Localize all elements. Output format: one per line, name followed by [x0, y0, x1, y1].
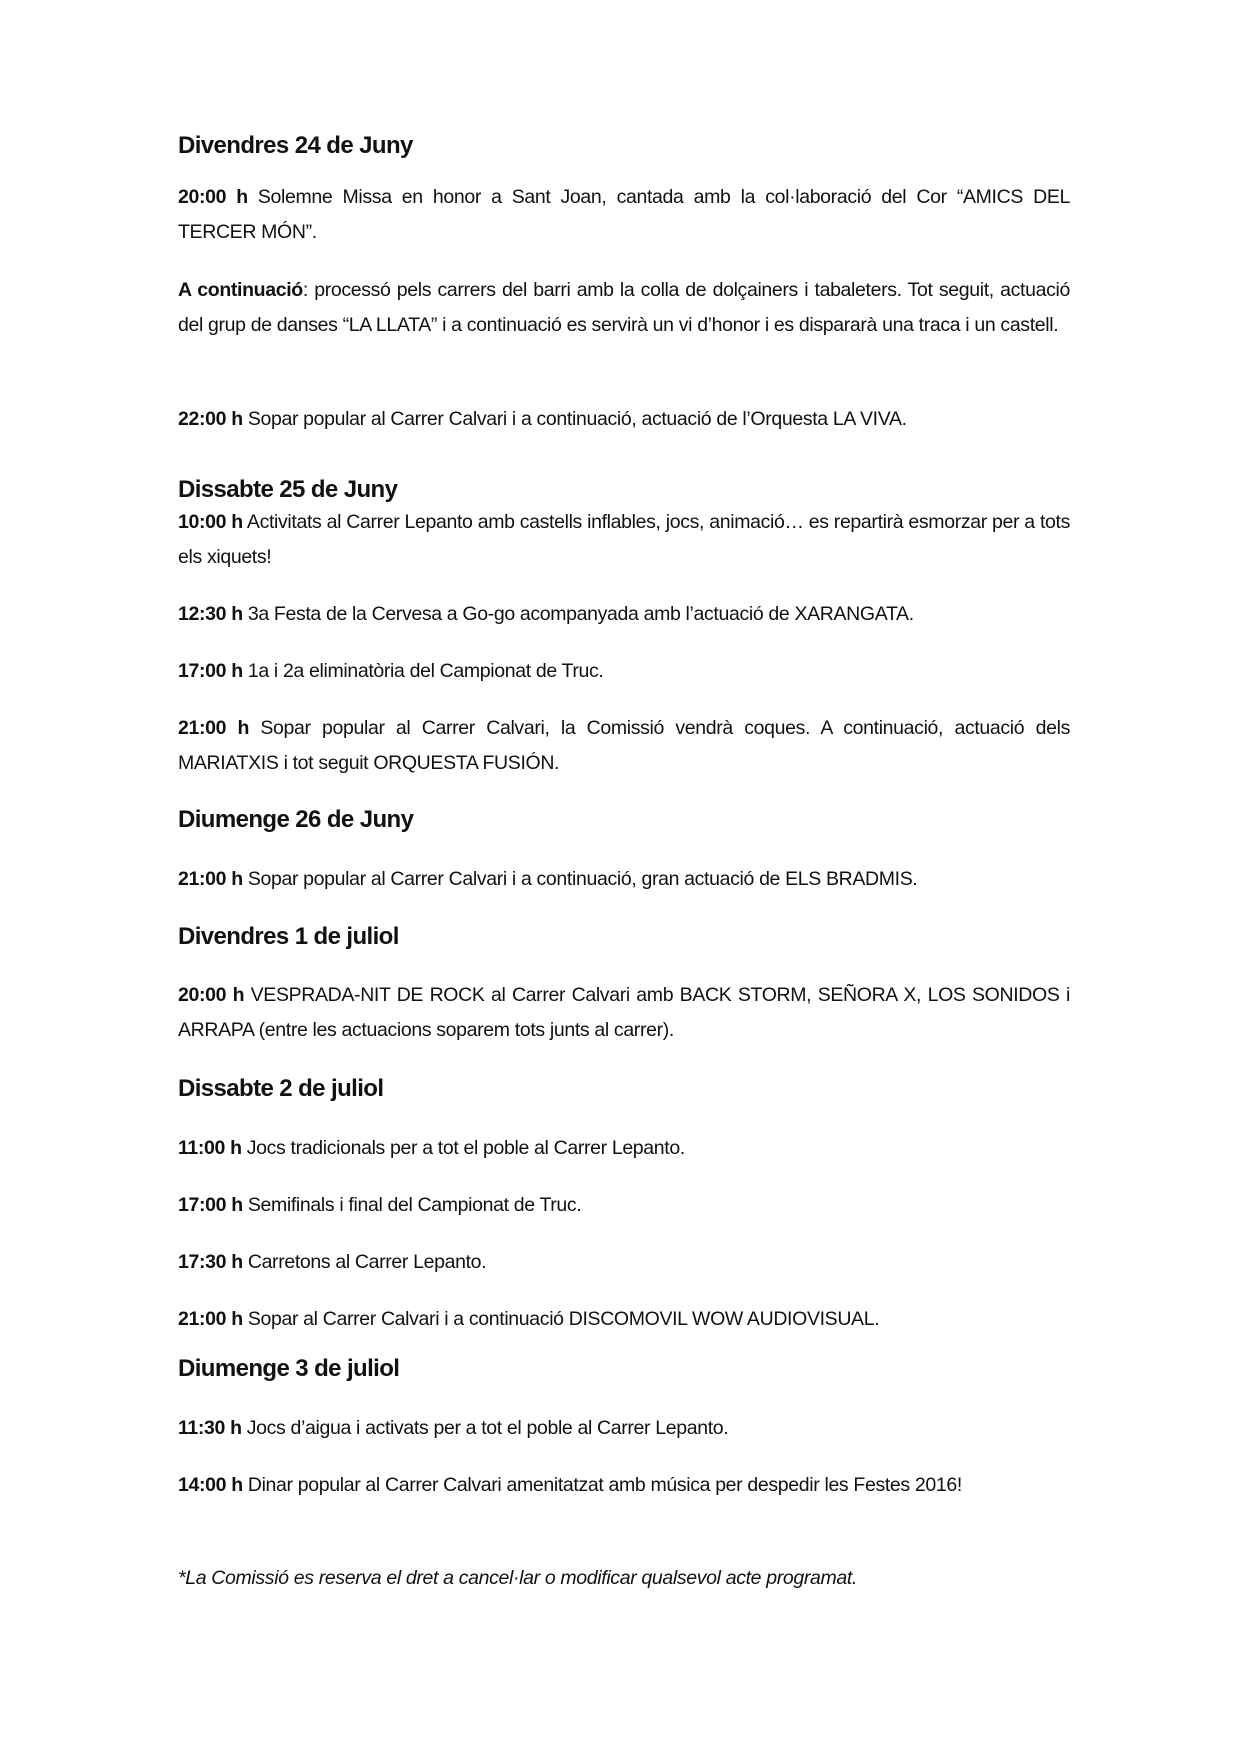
event-time: 17:00 h: [178, 660, 243, 682]
event-description: Solemne Missa en honor a Sant Joan, cantada amb la col·laboració del Cor “AMICS DEL TERCER MÓN”.: [178, 186, 1070, 243]
event-description: Sopar popular al Carrer Calvari i a continuació, actuació de l’Orquesta LA VIVA.: [242, 408, 907, 430]
program-item: [178, 1188, 1070, 1223]
event-description: 3a Festa de la Cervesa a Go-go acompanyada amb l’actuació de XARANGATA.: [242, 603, 914, 625]
event-time: 11:30 h: [178, 1417, 242, 1439]
program-item: [178, 1468, 1070, 1503]
program-item: [178, 978, 1070, 1048]
event-description: Jocs d’aigua i activats per a tot el poble al Carrer Lepanto.: [241, 1417, 729, 1439]
event-description: Carretons al Carrer Lepanto.: [242, 1251, 487, 1273]
event-time: 12:30 h: [178, 603, 243, 625]
program-item: [178, 654, 1070, 689]
day-heading: Divendres 1 de juliol: [178, 923, 399, 950]
event-time: 11:00 h: [178, 1137, 242, 1159]
day-heading: Dissabte 25 de Juny: [178, 476, 398, 503]
program-item: [178, 273, 1070, 343]
event-description: Semifinals i final del Campionat de Truc.: [242, 1194, 582, 1216]
event-time: 21:00 h: [178, 1308, 243, 1330]
event-time: 21:00 h: [178, 868, 243, 890]
program-item: [178, 1245, 1070, 1280]
event-description: Sopar popular al Carrer Calvari i a continuació, gran actuació de ELS BRADMIS.: [242, 868, 918, 890]
event-description: Jocs tradicionals per a tot el poble al Carrer Lepanto.: [241, 1137, 685, 1159]
day-heading: Diumenge 3 de juliol: [178, 1355, 400, 1382]
program-item: [178, 1302, 1070, 1337]
event-time: A continuació: [178, 279, 303, 301]
program-item: [178, 180, 1070, 250]
program-item: [178, 402, 1070, 437]
program-item: [178, 597, 1070, 632]
event-time: 21:00 h: [178, 717, 250, 739]
program-item: [178, 711, 1070, 781]
event-time: 14:00 h: [178, 1474, 243, 1496]
event-description: Activitats al Carrer Lepanto amb castells inflables, jocs, animació… es repartirà esmorzar per a tots els xiquets!: [178, 511, 1070, 568]
program-item: [178, 505, 1070, 575]
program-item: [178, 1131, 1070, 1166]
program-item: [178, 862, 1070, 897]
event-time: 17:30 h: [178, 1251, 243, 1273]
day-heading: Dissabte 2 de juliol: [178, 1075, 384, 1102]
event-description: Sopar popular al Carrer Calvari, la Comissió vendrà coques. A continuació, actuació dels MARIATXIS i tot seguit ORQUESTA FUSIÓN.: [178, 717, 1070, 774]
program-item: [178, 1411, 1070, 1446]
disclaimer-footnote: *La Comissió es reserva el dret a cancel·lar o modificar qualsevol acte programat.: [178, 1567, 858, 1589]
event-time: 20:00 h: [178, 984, 245, 1006]
event-description: Dinar popular al Carrer Calvari amenitatzat amb música per despedir les Festes 2016!: [242, 1474, 962, 1496]
event-time: 20:00 h: [178, 186, 248, 208]
day-heading: Divendres 24 de Juny: [178, 132, 413, 159]
event-time: 17:00 h: [178, 1194, 243, 1216]
event-description: 1a i 2a eliminatòria del Campionat de Truc.: [242, 660, 604, 682]
day-heading: Diumenge 26 de Juny: [178, 806, 414, 833]
event-description: VESPRADA-NIT DE ROCK al Carrer Calvari amb BACK STORM, SEÑORA X, LOS SONIDOS i ARRAPA (entre les actuacions soparem tots junts al carrer).: [178, 984, 1070, 1041]
event-time: 10:00 h: [178, 511, 243, 533]
event-description: Sopar al Carrer Calvari i a continuació DISCOMOVIL WOW AUDIOVISUAL.: [242, 1308, 880, 1330]
event-description: : processó pels carrers del barri amb la colla de dolçainers i tabaleters. Tot seguit, actuació del grup de danses “LA LLATA” i a continuació es servirà un vi d’honor i es dispararà una traca i un castell.: [178, 279, 1070, 336]
event-time: 22:00 h: [178, 408, 243, 430]
